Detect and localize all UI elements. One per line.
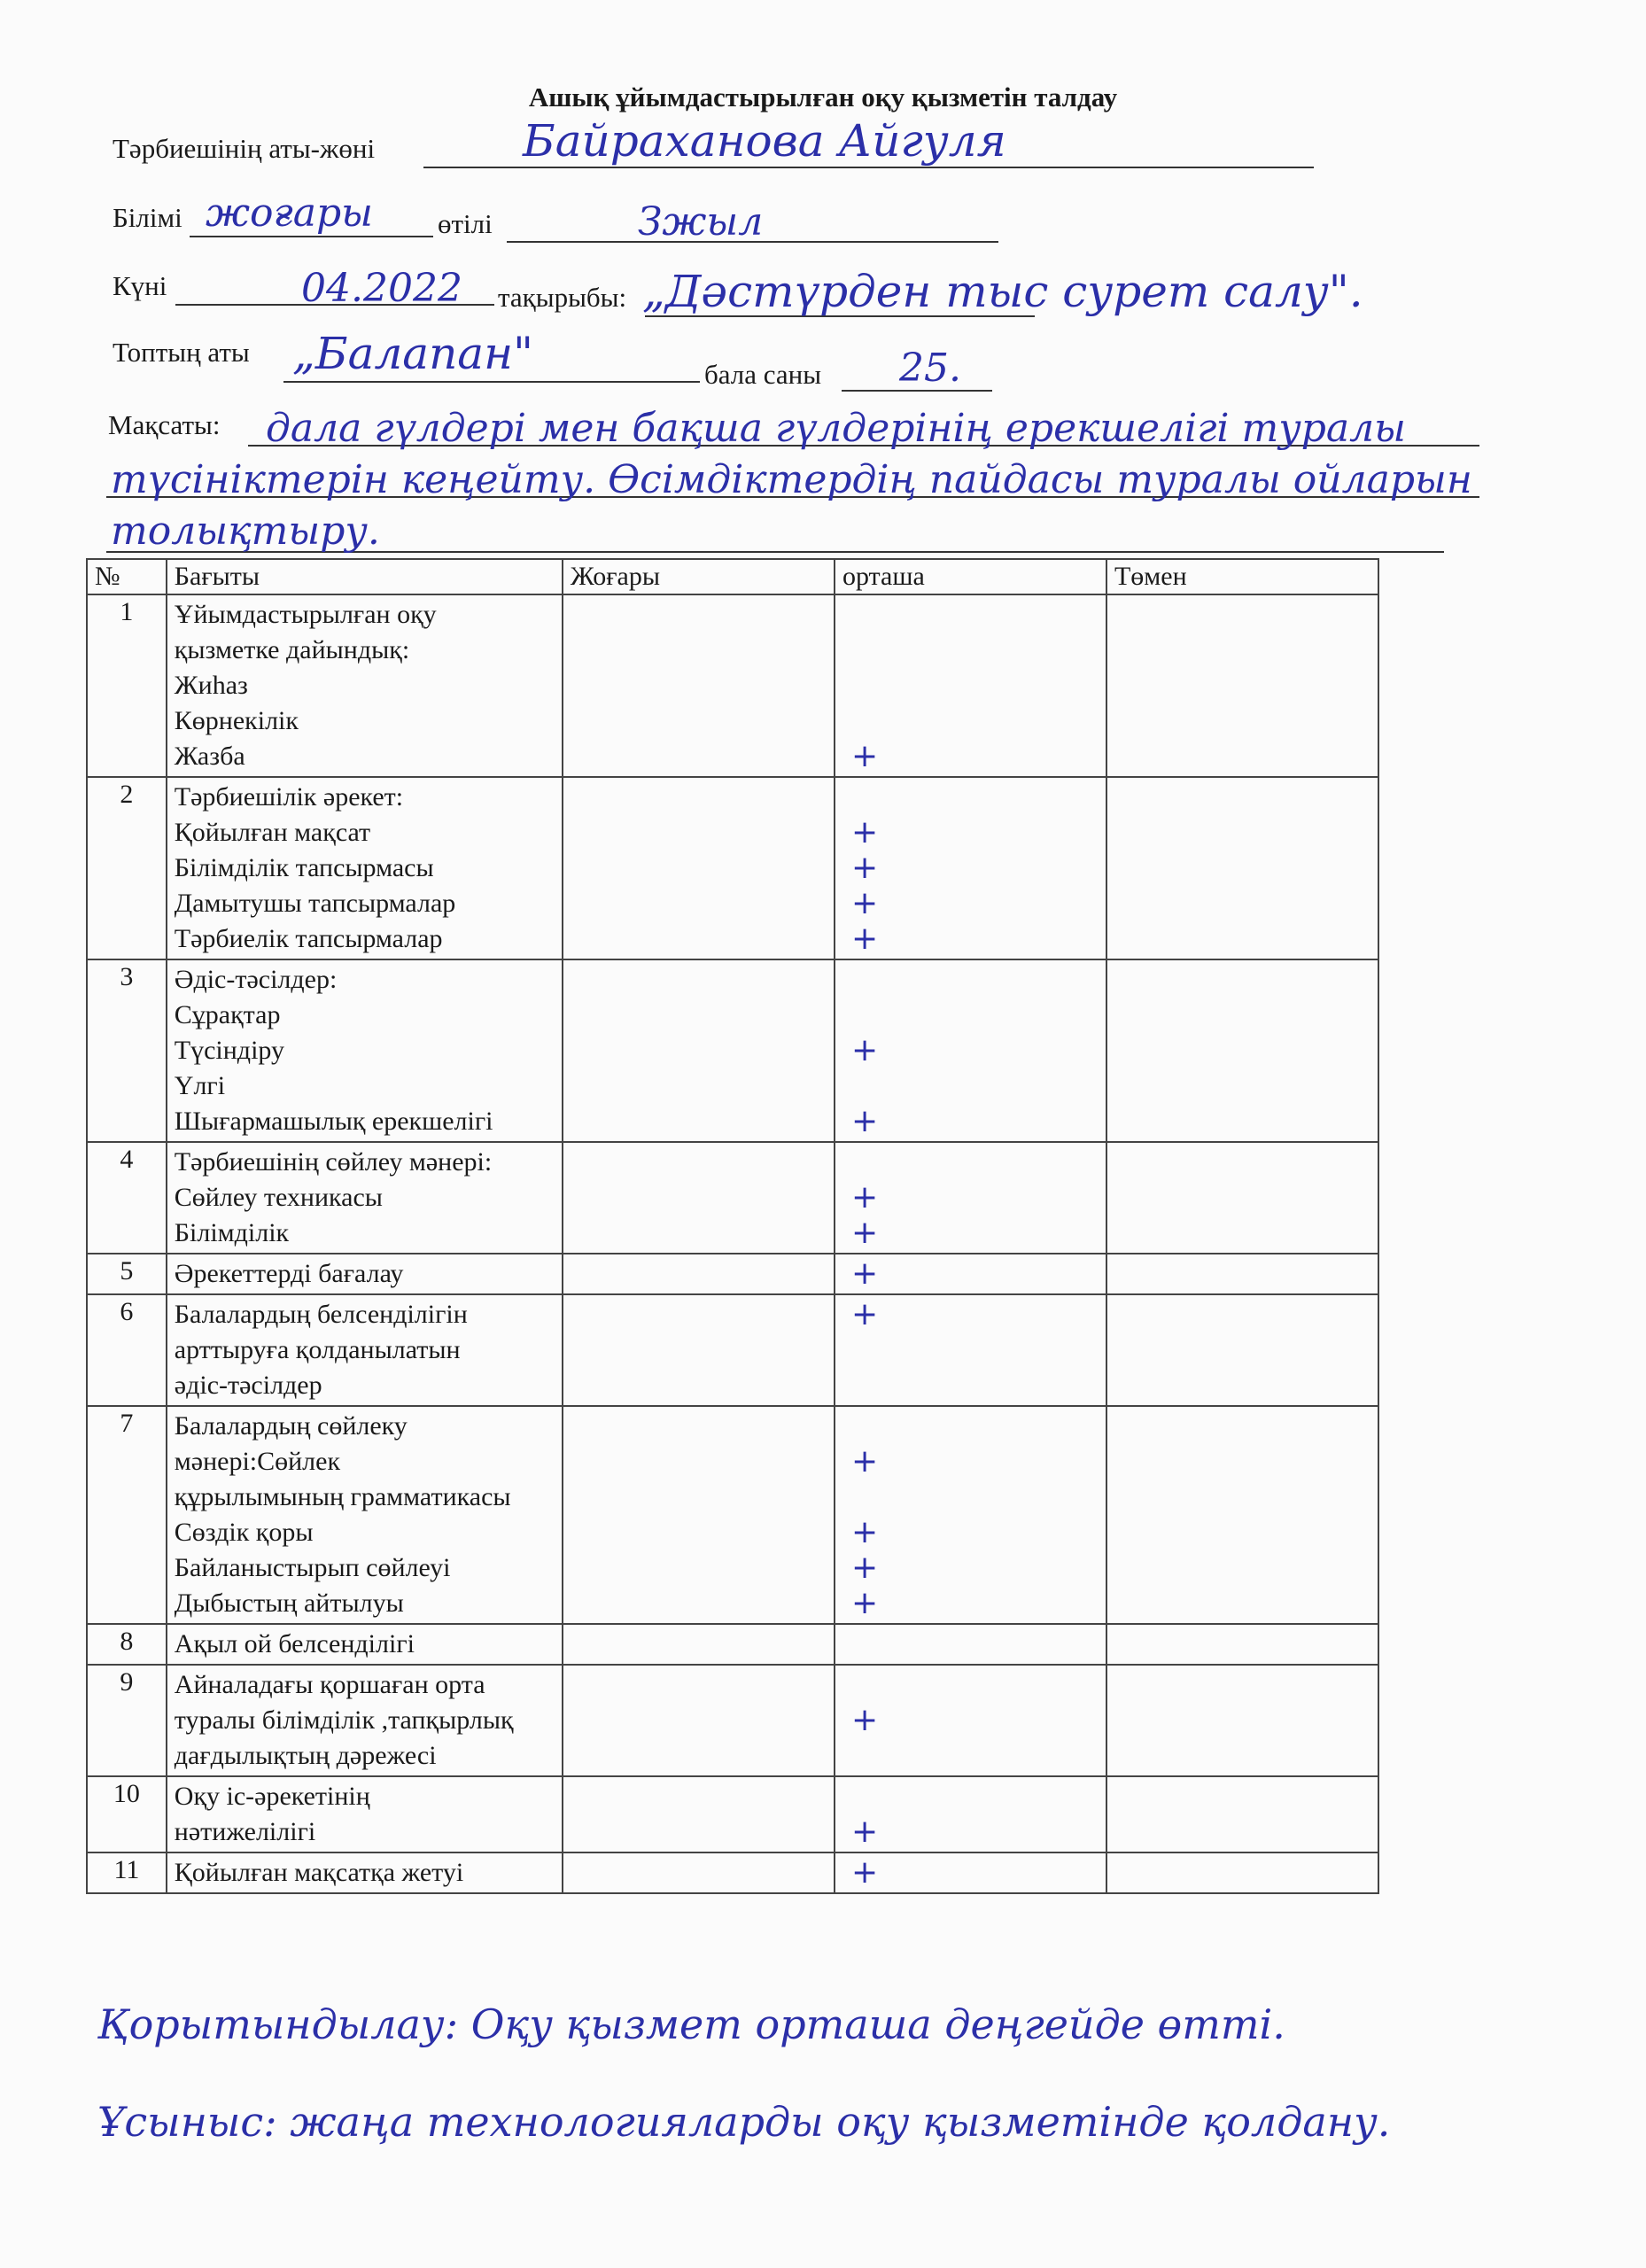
medium-mark: [842, 1409, 1099, 1444]
row-high-cell: [563, 1294, 835, 1406]
row-low-cell: [1106, 1142, 1378, 1254]
group-label: Топтың аты: [113, 337, 250, 368]
medium-mark: [842, 597, 1099, 633]
row-medium-cell: [835, 959, 1106, 1142]
medium-mark: +: [850, 1814, 879, 1850]
direction-line: Дыбыстың айтылуы: [174, 1588, 404, 1618]
row-direction: [167, 959, 563, 1142]
medium-mark: +: [850, 1702, 879, 1738]
direction-line: Білімділік: [174, 1218, 290, 1247]
row-low-cell: [1106, 1254, 1378, 1294]
header-low: Төмен: [1106, 559, 1378, 594]
date-value: 04.2022: [301, 266, 462, 311]
medium-mark: [842, 962, 1099, 998]
row-medium-cell: [835, 1852, 1106, 1893]
header-high: Жоғары: [563, 559, 835, 594]
table-row: [87, 1665, 1378, 1776]
row-number: 8: [87, 1624, 167, 1665]
direction-line: Көрнекілік: [174, 706, 299, 735]
row-high-cell: [563, 1776, 835, 1852]
medium-mark: +: [850, 1550, 879, 1586]
medium-mark: [842, 1627, 1099, 1662]
medium-mark: [842, 1480, 1099, 1515]
education-line: [190, 236, 433, 237]
medium-mark: [842, 780, 1099, 815]
recommendation-text: Ұсыныс: жаңа технологияларды оқу қызметінде қолдану.: [97, 2098, 1391, 2146]
direction-line: нәтижелілігі: [174, 1817, 316, 1846]
row-low-cell: [1106, 1665, 1378, 1776]
medium-mark: +: [850, 885, 879, 921]
direction-line: Әдіс-тәсілдер:: [174, 965, 338, 994]
medium-mark: [842, 1738, 1099, 1774]
row-medium-cell: [835, 1254, 1106, 1294]
row-number: 7: [87, 1406, 167, 1624]
row-direction: [167, 1776, 563, 1852]
row-low-cell: [1106, 1294, 1378, 1406]
row-medium-cell: [835, 1406, 1106, 1624]
direction-line: қызметке дайындық:: [174, 635, 410, 664]
row-low-cell: [1106, 1624, 1378, 1665]
direction-line: Түсіндіру: [174, 1036, 285, 1065]
row-number: 4: [87, 1142, 167, 1254]
medium-mark: [842, 703, 1099, 739]
count-label: бала саны: [704, 359, 822, 390]
medium-mark: +: [850, 814, 879, 850]
direction-line: Жазба: [174, 742, 245, 771]
row-number: 9: [87, 1665, 167, 1776]
medium-mark: +: [850, 1179, 879, 1216]
row-direction: [167, 1294, 563, 1406]
medium-mark: +: [850, 1514, 879, 1550]
header-number: №: [87, 559, 167, 594]
direction-line: Ақыл ой белсенділігі: [174, 1629, 415, 1658]
medium-mark: +: [850, 1585, 879, 1621]
table-row: [87, 1852, 1378, 1893]
medium-mark: +: [850, 1854, 879, 1891]
row-high-cell: [563, 594, 835, 777]
row-low-cell: [1106, 594, 1378, 777]
row-medium-cell: [835, 1776, 1106, 1852]
medium-mark: +: [850, 850, 879, 886]
row-number: 6: [87, 1294, 167, 1406]
topic-value: „Дәстүрден тыс сурет салу".: [642, 266, 1363, 317]
medium-mark: [842, 1332, 1099, 1368]
table-row: [87, 1254, 1378, 1294]
table-row: [87, 1624, 1378, 1665]
row-direction: [167, 1254, 563, 1294]
row-medium-cell: [835, 594, 1106, 777]
direction-line: Айналадағы қоршаған орта: [174, 1670, 485, 1699]
table-body: [87, 594, 1378, 1893]
row-high-cell: [563, 959, 835, 1142]
row-direction: [167, 1142, 563, 1254]
medium-mark: +: [850, 738, 879, 774]
medium-mark: [842, 1368, 1099, 1403]
direction-line: Тәрбиешілік әрекет:: [174, 782, 404, 812]
row-high-cell: [563, 1142, 835, 1254]
direction-line: Үлгі: [174, 1071, 226, 1100]
row-high-cell: [563, 777, 835, 959]
teacher-line: [423, 167, 1314, 168]
medium-mark: [842, 1667, 1099, 1703]
medium-mark: [842, 998, 1099, 1033]
goal-label: Мақсаты:: [108, 409, 221, 440]
medium-mark: +: [850, 1296, 879, 1332]
table-row: [87, 1142, 1378, 1254]
row-direction: [167, 1624, 563, 1665]
row-low-cell: [1106, 1852, 1378, 1893]
row-low-cell: [1106, 777, 1378, 959]
direction-line: Балалардың белсенділігін: [174, 1300, 468, 1329]
date-label: Күні: [113, 270, 167, 301]
row-high-cell: [563, 1624, 835, 1665]
analysis-table: [86, 558, 1379, 1894]
row-direction: [167, 594, 563, 777]
row-direction: [167, 777, 563, 959]
table-row: [87, 594, 1378, 777]
row-number: 10: [87, 1776, 167, 1852]
row-low-cell: [1106, 959, 1378, 1142]
row-medium-cell: [835, 777, 1106, 959]
table-row: [87, 959, 1378, 1142]
direction-line: дағдылықтың дәрежесі: [174, 1741, 437, 1770]
row-number: 3: [87, 959, 167, 1142]
direction-line: Сұрақтар: [174, 1000, 281, 1029]
medium-mark: +: [850, 1255, 879, 1292]
row-number: 2: [87, 777, 167, 959]
table-row: [87, 1294, 1378, 1406]
goal-value: дала гүлдері мен бақша гүлдерінің ерекшелігі туралы түсініктерін кеңейту. Өсімдіктердің пайдасы туралы ойларын толықтыру.: [111, 406, 1472, 554]
medium-mark: [842, 633, 1099, 668]
table-row: [87, 1776, 1378, 1852]
teacher-label: Тәрбиешінің аты-жөні: [113, 133, 376, 164]
row-number: 1: [87, 594, 167, 777]
direction-line: Балалардың сөйлеку: [174, 1411, 408, 1441]
direction-line: мәнері:Сөйлек: [174, 1447, 341, 1476]
group-line: [283, 381, 700, 383]
row-high-cell: [563, 1254, 835, 1294]
direction-line: Қойылған мақсатқа жетуі: [174, 1858, 464, 1887]
direction-line: туралы білімділік ,тапқырлық: [174, 1705, 514, 1735]
medium-mark: +: [850, 1215, 879, 1251]
experience-value: Зжыл: [638, 199, 764, 245]
row-number: 11: [87, 1852, 167, 1893]
topic-label: тақырыбы:: [498, 282, 627, 313]
medium-mark: [842, 668, 1099, 703]
count-value: 25.: [899, 346, 961, 391]
group-value: „Балапан": [292, 328, 534, 379]
row-number: 5: [87, 1254, 167, 1294]
row-medium-cell: [835, 1142, 1106, 1254]
row-medium-cell: [835, 1665, 1106, 1776]
direction-line: Жиһаз: [174, 671, 248, 700]
row-high-cell: [563, 1665, 835, 1776]
row-high-cell: [563, 1852, 835, 1893]
document-title: Ашық ұйымдастырылған оқу қызметін талдау: [528, 82, 1118, 113]
medium-mark: [842, 1779, 1099, 1814]
header-medium: орташа: [835, 559, 1106, 594]
direction-line: Білімділік тапсырмасы: [174, 853, 434, 882]
medium-mark: [842, 1068, 1099, 1104]
medium-mark: +: [850, 920, 879, 957]
direction-line: Сөйлеу техникасы: [174, 1183, 383, 1212]
education-value: жоғары: [206, 190, 373, 236]
table-row: [87, 1406, 1378, 1624]
conclusion-text: Қорытындылау: Оқу қызмет орташа деңгейде өтті.: [97, 2000, 1285, 2048]
row-low-cell: [1106, 1776, 1378, 1852]
direction-line: Тәрбиешінің сөйлеу мәнері:: [174, 1147, 493, 1177]
direction-line: Оқу іс-әрекетінің: [174, 1782, 370, 1811]
direction-line: Шығармашылық ерекшелігі: [174, 1107, 493, 1136]
direction-line: Дамытушы тапсырмалар: [174, 889, 456, 918]
medium-mark: [842, 1145, 1099, 1180]
row-high-cell: [563, 1406, 835, 1624]
direction-line: құрылымының грамматикасы: [174, 1482, 511, 1511]
header-direction: Бағыты: [167, 559, 563, 594]
medium-mark: +: [850, 1443, 879, 1480]
direction-line: Әрекеттерді бағалау: [174, 1259, 404, 1288]
row-direction: [167, 1406, 563, 1624]
direction-line: Ұйымдастырылған оқу: [174, 600, 437, 629]
medium-mark: +: [850, 1103, 879, 1139]
education-label: Білімі: [113, 202, 182, 233]
medium-mark: +: [850, 1032, 879, 1068]
direction-line: әдіс-тәсілдер: [174, 1371, 322, 1400]
table-row: [87, 777, 1378, 959]
row-direction: [167, 1852, 563, 1893]
direction-line: Байланыстырып сөйлеуі: [174, 1553, 451, 1582]
teacher-value: Байрахановa Айгуля: [523, 115, 1006, 167]
direction-line: Қойылған мақсат: [174, 818, 371, 847]
row-low-cell: [1106, 1406, 1378, 1624]
direction-line: Сөздік қоры: [174, 1518, 314, 1547]
direction-line: арттыруға қолданылатын: [174, 1335, 461, 1364]
row-medium-cell: [835, 1294, 1106, 1406]
table-header-row: [87, 559, 1378, 594]
row-medium-cell: [835, 1624, 1106, 1665]
direction-line: Тәрбиелік тапсырмалар: [174, 924, 443, 953]
conclusion-block: [97, 1993, 1550, 2188]
experience-label: өтілі: [438, 208, 493, 239]
row-direction: [167, 1665, 563, 1776]
